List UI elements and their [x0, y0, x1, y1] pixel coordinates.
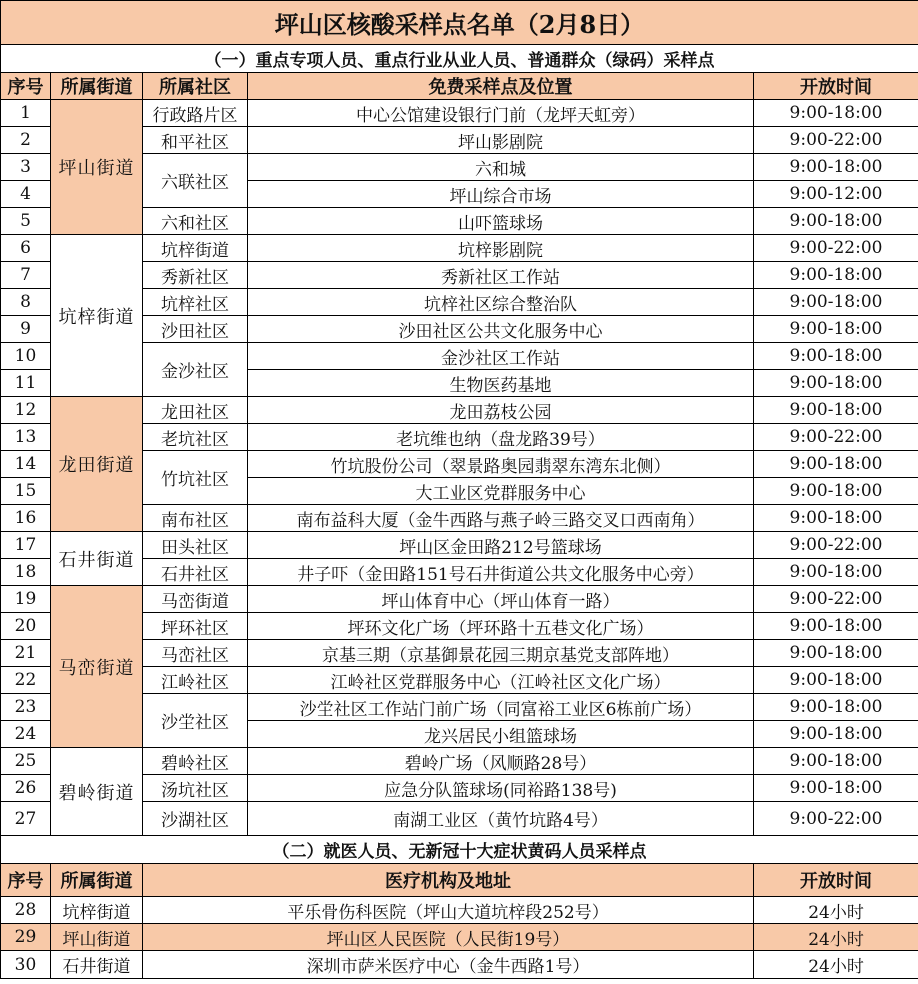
row-no: 27: [1, 802, 51, 836]
row-no: 18: [1, 559, 51, 586]
site-cell: 坪山体育中心（坪山体育一路）: [248, 586, 754, 613]
row-no: 16: [1, 505, 51, 532]
community-cell: 沙田社区: [143, 316, 248, 343]
row-no: 1: [1, 100, 51, 127]
site-cell: 沙田社区公共文化服务中心: [248, 316, 754, 343]
header-no: 序号: [1, 73, 51, 100]
community-cell: 汤坑社区: [143, 775, 248, 802]
row-no: 5: [1, 208, 51, 235]
hours-cell: 24小时: [754, 897, 918, 924]
site-cell: 坪环文化广场（坪环路十五巷文化广场）: [248, 613, 754, 640]
table-row: [1, 951, 918, 979]
community-cell: 金沙社区: [143, 343, 248, 397]
community-cell: 江岭社区: [143, 667, 248, 694]
hours-cell: 24小时: [754, 924, 918, 951]
section-2-header-row: [1, 864, 918, 897]
org-cell: 坪山区人民医院（人民街19号）: [143, 924, 754, 951]
hours-cell: 9:00-18:00: [754, 505, 918, 532]
header-street: 所属街道: [51, 73, 143, 100]
site-cell: 井子吓（金田路151号石井街道公共文化服务中心旁）: [248, 559, 754, 586]
community-cell: 田头社区: [143, 532, 248, 559]
hours-cell: 9:00-18:00: [754, 208, 918, 235]
header-hours: 开放时间: [754, 73, 918, 100]
page-title: 坪山区核酸采样点名单（2月8日）: [1, 1, 918, 45]
row-no: 13: [1, 424, 51, 451]
table-row: [1, 586, 918, 613]
site-cell: 竹坑股份公司（翠景路奥园翡翠东湾东北侧）: [248, 451, 754, 478]
community-cell: 沙坣社区: [143, 694, 248, 748]
site-cell: 京基三期（京基御景花园三期京基党支部阵地）: [248, 640, 754, 667]
street-cell: 石井街道: [51, 951, 143, 979]
community-cell: 竹坑社区: [143, 451, 248, 505]
header-street: 所属街道: [51, 864, 143, 897]
hours-cell: 9:00-18:00: [754, 613, 918, 640]
street-cell: 坑梓街道: [51, 897, 143, 924]
community-cell: 沙湖社区: [143, 802, 248, 836]
community-cell: 六和社区: [143, 208, 248, 235]
hours-cell: 9:00-18:00: [754, 775, 918, 802]
table-row: [1, 100, 918, 127]
community-cell: 南布社区: [143, 505, 248, 532]
row-no: 3: [1, 154, 51, 181]
row-no: 15: [1, 478, 51, 505]
community-cell: 马峦街道: [143, 586, 248, 613]
hours-cell: 9:00-18:00: [754, 748, 918, 775]
hours-cell: 9:00-18:00: [754, 559, 918, 586]
row-no: 24: [1, 721, 51, 748]
street-cell: 碧岭街道: [51, 748, 143, 836]
community-cell: 和平社区: [143, 127, 248, 154]
hours-cell: 9:00-18:00: [754, 100, 918, 127]
row-no: 14: [1, 451, 51, 478]
header-hours: 开放时间: [754, 864, 918, 897]
row-no: 8: [1, 289, 51, 316]
row-no: 29: [1, 924, 51, 951]
site-cell: 南湖工业区（黄竹坑路4号）: [248, 802, 754, 836]
site-cell: 南布益科大厦（金牛西路与燕子岭三路交叉口西南角）: [248, 505, 754, 532]
hours-cell: 9:00-18:00: [754, 478, 918, 505]
hours-cell: 9:00-22:00: [754, 235, 918, 262]
row-no: 30: [1, 951, 51, 979]
header-site: 免费采样点及位置: [248, 73, 754, 100]
hours-cell: 9:00-22:00: [754, 586, 918, 613]
row-no: 26: [1, 775, 51, 802]
hours-cell: 9:00-18:00: [754, 262, 918, 289]
site-cell: 山吓篮球场: [248, 208, 754, 235]
hours-cell: 9:00-22:00: [754, 532, 918, 559]
row-no: 4: [1, 181, 51, 208]
site-cell: 大工业区党群服务中心: [248, 478, 754, 505]
site-cell: 龙兴居民小组篮球场: [248, 721, 754, 748]
hours-cell: 9:00-18:00: [754, 343, 918, 370]
community-cell: 马峦社区: [143, 640, 248, 667]
table-row: [1, 748, 918, 775]
section-2-heading: （二）就医人员、无新冠十大症状黄码人员采样点: [1, 836, 918, 864]
hours-cell: 9:00-18:00: [754, 451, 918, 478]
community-cell: 六联社区: [143, 154, 248, 208]
hours-cell: 9:00-18:00: [754, 397, 918, 424]
site-cell: 坑梓社区综合整治队: [248, 289, 754, 316]
header-community: 所属社区: [143, 73, 248, 100]
site-cell: 坪山影剧院: [248, 127, 754, 154]
row-no: 28: [1, 897, 51, 924]
hours-cell: 24小时: [754, 951, 918, 979]
site-cell: 应急分队篮球场(同裕路138号): [248, 775, 754, 802]
community-cell: 坪环社区: [143, 613, 248, 640]
org-cell: 平乐骨伤科医院（坪山大道坑梓段252号）: [143, 897, 754, 924]
section-1-heading: （一）重点专项人员、重点行业从业人员、普通群众（绿码）采样点: [1, 45, 918, 73]
hours-cell: 9:00-12:00: [754, 181, 918, 208]
row-no: 21: [1, 640, 51, 667]
community-cell: 老坑社区: [143, 424, 248, 451]
hours-cell: 9:00-18:00: [754, 667, 918, 694]
table-row: [1, 897, 918, 924]
hours-cell: 9:00-18:00: [754, 316, 918, 343]
hours-cell: 9:00-22:00: [754, 802, 918, 836]
site-cell: 生物医药基地: [248, 370, 754, 397]
street-cell: 坪山街道: [51, 924, 143, 951]
community-cell: 石井社区: [143, 559, 248, 586]
table-row: [1, 235, 918, 262]
hours-cell: 9:00-18:00: [754, 640, 918, 667]
row-no: 11: [1, 370, 51, 397]
section-1-header-row: [1, 73, 918, 100]
row-no: 23: [1, 694, 51, 721]
site-cell: 龙田荔枝公园: [248, 397, 754, 424]
street-cell: 坑梓街道: [51, 235, 143, 397]
row-no: 25: [1, 748, 51, 775]
row-no: 20: [1, 613, 51, 640]
hours-cell: 9:00-18:00: [754, 289, 918, 316]
row-no: 17: [1, 532, 51, 559]
org-cell: 深圳市萨米医疗中心（金牛西路1号）: [143, 951, 754, 979]
row-no: 12: [1, 397, 51, 424]
site-cell: 秀新社区工作站: [248, 262, 754, 289]
row-no: 6: [1, 235, 51, 262]
table-row: [1, 532, 918, 559]
header-org: 医疗机构及地址: [143, 864, 754, 897]
header-no: 序号: [1, 864, 51, 897]
hours-cell: 9:00-22:00: [754, 424, 918, 451]
community-cell: 秀新社区: [143, 262, 248, 289]
site-cell: 坪山区金田路212号篮球场: [248, 532, 754, 559]
community-cell: 坑梓社区: [143, 289, 248, 316]
street-cell: 马峦街道: [51, 586, 143, 748]
site-cell: 坪山综合市场: [248, 181, 754, 208]
hours-cell: 9:00-18:00: [754, 694, 918, 721]
hours-cell: 9:00-18:00: [754, 721, 918, 748]
site-cell: 碧岭广场（风顺路28号）: [248, 748, 754, 775]
site-cell: 老坑维也纳（盘龙路39号）: [248, 424, 754, 451]
hours-cell: 9:00-18:00: [754, 154, 918, 181]
row-no: 19: [1, 586, 51, 613]
street-cell: 龙田街道: [51, 397, 143, 532]
community-cell: 碧岭社区: [143, 748, 248, 775]
hours-cell: 9:00-18:00: [754, 370, 918, 397]
street-cell: 石井街道: [51, 532, 143, 586]
row-no: 2: [1, 127, 51, 154]
community-cell: 龙田社区: [143, 397, 248, 424]
row-no: 10: [1, 343, 51, 370]
row-no: 7: [1, 262, 51, 289]
community-cell: 行政路片区: [143, 100, 248, 127]
site-cell: 六和城: [248, 154, 754, 181]
community-cell: 坑梓街道: [143, 235, 248, 262]
site-cell: 中心公馆建设银行门前（龙坪天虹旁）: [248, 100, 754, 127]
site-cell: 金沙社区工作站: [248, 343, 754, 370]
table-row: [1, 924, 918, 951]
street-cell: 坪山街道: [51, 100, 143, 235]
row-no: 9: [1, 316, 51, 343]
site-cell: 坑梓影剧院: [248, 235, 754, 262]
site-cell: 江岭社区党群服务中心（江岭社区文化广场）: [248, 667, 754, 694]
site-cell: 沙坣社区工作站门前广场（同富裕工业区6栋前广场）: [248, 694, 754, 721]
row-no: 22: [1, 667, 51, 694]
table-row: [1, 397, 918, 424]
hours-cell: 9:00-22:00: [754, 127, 918, 154]
